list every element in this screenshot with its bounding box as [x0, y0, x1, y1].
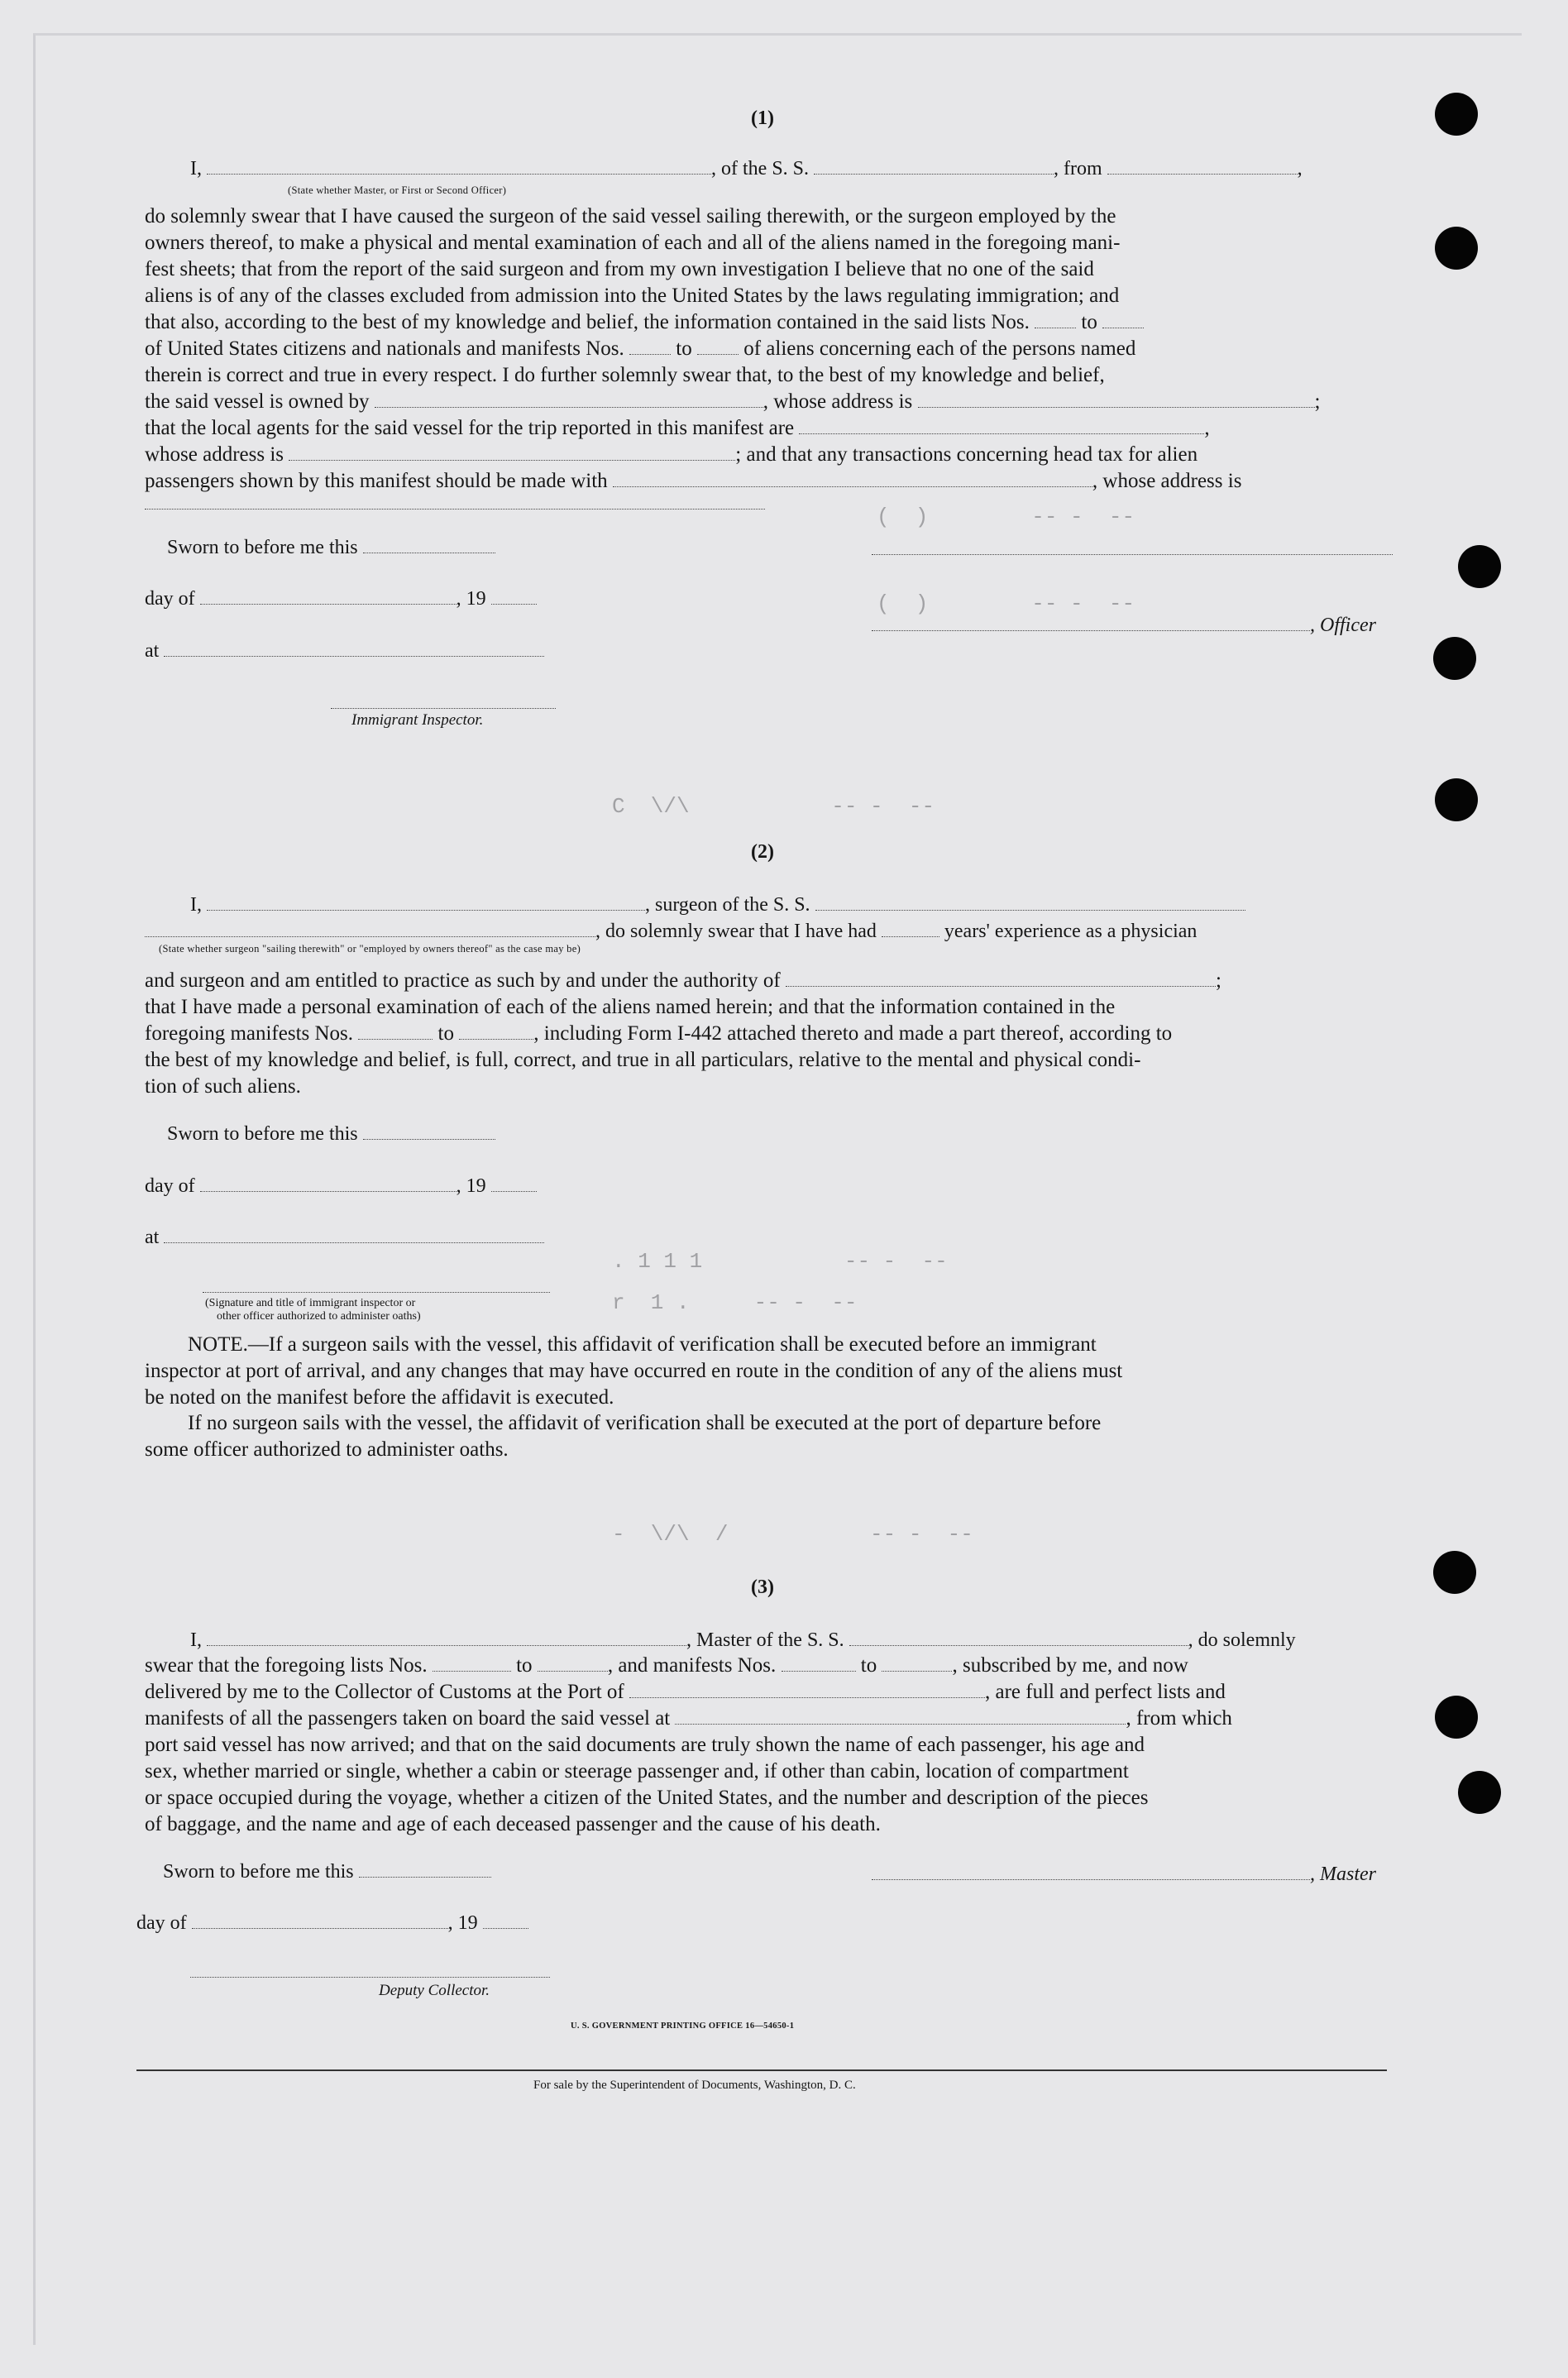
semicolon: ; — [1314, 390, 1321, 413]
manifest-from-field[interactable] — [629, 337, 671, 355]
body-line: that I have made a personal examination of each of the aliens named herein; and that the information contained in the — [145, 996, 1116, 1018]
body-text: the said vessel is owned by — [145, 390, 370, 413]
note-line: inspector at port of arrival, and any changes that may have occurred en route in the condition of any of the aliens must — [145, 1360, 1123, 1382]
section-number: (2) — [751, 841, 774, 863]
local-agents-field[interactable] — [799, 417, 1204, 434]
month-field[interactable] — [200, 1175, 457, 1192]
surgeon-line — [190, 892, 1245, 918]
officer-label: , Officer — [1310, 615, 1376, 636]
body-text: foregoing manifests Nos. — [145, 1022, 354, 1045]
officer-signature-line[interactable] — [872, 554, 1393, 555]
body-line — [145, 1706, 1394, 1732]
address-continuation-line[interactable] — [145, 509, 765, 510]
body-line: the best of my knowledge and belief, is full, correct, and true in all particulars, relative to the mental and physical condi- — [145, 1049, 1141, 1071]
body-text: swear that the foregoing lists Nos. — [145, 1654, 428, 1677]
punch-hole — [1458, 1771, 1501, 1814]
body-line: of baggage, and the name and age of each deceased passenger and the cause of his death. — [145, 1813, 881, 1835]
at-label: at — [145, 1227, 160, 1248]
month-field[interactable] — [192, 1911, 448, 1929]
list-from-field[interactable] — [433, 1654, 511, 1672]
master-name-field[interactable] — [207, 1629, 686, 1646]
master-label: , Master — [1310, 1864, 1376, 1885]
sworn-label: Sworn to before me this — [167, 1123, 358, 1145]
punch-hole — [1433, 1551, 1476, 1594]
section2-body — [145, 968, 1394, 1100]
body-text: , do solemnly — [1188, 1629, 1296, 1651]
manifest-from-field[interactable] — [358, 1022, 433, 1040]
note-line: some officer authorized to administer oaths. — [145, 1438, 509, 1461]
bleed-through-marks: r 1 . -- - -- — [612, 1290, 858, 1315]
body-line: aliens is of any of the classes excluded from admission into the United States by the laws regulating immigration; and — [145, 285, 1120, 307]
authority-field[interactable] — [786, 969, 1216, 987]
body-text: that the local agents for the said vessel for the trip reported in this manifest are — [145, 417, 795, 439]
signature-caption: (Signature and title of immigrant inspector or — [205, 1297, 416, 1309]
month-field[interactable] — [200, 587, 457, 605]
section3-body — [145, 1653, 1394, 1838]
officer-signature-field[interactable] — [872, 614, 1310, 631]
body-line — [145, 336, 1394, 362]
note-line: NOTE.—If a surgeon sails with the vessel, this affidavit of verification shall be executed before an immigrant — [188, 1333, 1097, 1356]
master-signature-row — [872, 1861, 1376, 1888]
day-of-label: day of — [145, 1175, 195, 1197]
for-sale-notice: For sale by the Superintendent of Documents, Washington, D. C. — [533, 2079, 856, 2092]
year-field[interactable] — [483, 1911, 528, 1929]
printing-office-imprint: U. S. GOVERNMENT PRINTING OFFICE 16—54650-1 — [571, 2022, 795, 2031]
note-line: If no surgeon sails with the vessel, the affidavit of verification shall be executed at the port of departure before — [188, 1412, 1102, 1434]
day-of-label: day of — [145, 588, 195, 610]
body-text: whose address is — [145, 443, 284, 466]
footer-rule — [136, 2069, 1387, 2071]
punch-hole — [1435, 93, 1478, 136]
surgeon-status-field[interactable] — [145, 920, 595, 937]
sworn-day-field[interactable] — [363, 1122, 495, 1140]
bleed-through-marks: ( ) -- - -- — [877, 505, 1135, 529]
body-text: that also, according to the best of my knowledge and belief, the information contained in the said lists Nos. — [145, 311, 1030, 333]
immigrant-inspector-label: Immigrant Inspector. — [351, 711, 484, 729]
comma: , — [1297, 158, 1303, 179]
body-text: delivered by me to the Collector of Customs at the Port of — [145, 1681, 624, 1703]
to-label: to — [676, 337, 692, 360]
list-to-field[interactable] — [1102, 311, 1144, 328]
officer-line — [190, 156, 1303, 182]
surgeon-of-label: , surgeon of the S. S. — [645, 894, 810, 916]
body-text: manifests of all the passengers taken on board the said vessel at — [145, 1707, 671, 1730]
to-label: to — [1081, 311, 1097, 333]
day-of-label: day of — [136, 1912, 187, 1934]
punch-hole — [1435, 778, 1478, 821]
authorized-officer-signature-line[interactable] — [203, 1292, 550, 1293]
section-number: (3) — [751, 1577, 774, 1598]
master-of-label: , Master of the S. S. — [686, 1629, 844, 1651]
body-line: owners thereof, to make a physical and mental examination of each and all of the aliens named in the foregoing mani- — [145, 232, 1121, 254]
year-field[interactable] — [491, 587, 537, 605]
body-text: ; and that any transactions concerning head tax for alien — [735, 443, 1198, 466]
bleed-through-marks: C \/\ -- - -- — [612, 794, 935, 819]
body-line — [145, 468, 1394, 495]
body-line — [145, 415, 1394, 442]
sworn-day-field[interactable] — [359, 1860, 491, 1878]
section-number: (1) — [751, 108, 774, 129]
owner-field[interactable] — [375, 390, 763, 408]
vessel-name-field[interactable] — [814, 157, 1054, 175]
place-field[interactable] — [164, 1226, 544, 1243]
deputy-collector-label: Deputy Collector. — [379, 1982, 490, 1999]
manifest-from-field[interactable] — [782, 1654, 856, 1672]
body-text: passengers shown by this manifest should be made with — [145, 470, 608, 492]
list-from-field[interactable] — [1035, 311, 1076, 328]
body-text: of aliens concerning each of the persons named — [743, 337, 1136, 360]
to-label: to — [860, 1654, 877, 1677]
body-line: do solemnly swear that I have caused the surgeon of the said vessel sailing therewith, or the surgeon employed by the — [145, 205, 1116, 227]
body-line: port said vessel has now arrived; and that on the said documents are truly shown the name of each passenger, his age and — [145, 1734, 1145, 1756]
sworn-line — [163, 1859, 491, 1885]
to-label: to — [437, 1022, 454, 1045]
body-line: fest sheets; that from the report of the said surgeon and from my own investigation I believe that no one of the said — [145, 258, 1094, 280]
to-label: to — [516, 1654, 533, 1677]
manifest-to-field[interactable] — [882, 1654, 952, 1672]
year-prefix: , 19 — [456, 1175, 486, 1197]
head-tax-agent-field[interactable] — [613, 470, 1092, 487]
day-of-line — [145, 586, 537, 612]
inspector-signature-line[interactable] — [331, 708, 556, 709]
body-text: , including Form I-442 attached thereto and made a part thereof, according to — [533, 1022, 1173, 1045]
day-of-line — [145, 1173, 537, 1199]
bleed-through-marks: ( ) -- - -- — [877, 591, 1135, 616]
from-label: , from — [1054, 158, 1102, 179]
master-signature-field[interactable] — [872, 1863, 1310, 1880]
surgeon-status-line — [145, 918, 1197, 945]
list-to-field[interactable] — [538, 1654, 608, 1672]
body-text: , from which — [1126, 1707, 1232, 1730]
body-line: or space occupied during the voyage, whether a citizen of the United States, and the number and description of the pieces — [145, 1787, 1149, 1809]
sworn-label: Sworn to before me this — [163, 1861, 354, 1883]
sworn-line — [167, 534, 495, 561]
body-text: , do solemnly swear that I have had — [595, 921, 877, 942]
sworn-label: Sworn to before me this — [167, 537, 358, 558]
note2-paragraph — [145, 1410, 1394, 1463]
body-line: sex, whether married or single, whether a cabin or steerage passenger and, if other than cabin, location of compartment — [145, 1760, 1129, 1782]
pronoun: I, — [190, 894, 202, 916]
years-field[interactable] — [882, 920, 939, 937]
officer-signature-row — [872, 612, 1376, 639]
at-line — [145, 1224, 544, 1251]
surgeon-caption: (State whether surgeon "sailing therewith" or "employed by owners thereof" as the case may be) — [159, 943, 581, 955]
body-text: , and manifests Nos. — [607, 1654, 777, 1677]
body-text: , whose address is — [762, 390, 913, 413]
at-line — [145, 638, 544, 664]
bleed-through-marks: - \/\ / -- - -- — [612, 1522, 973, 1547]
body-line — [145, 309, 1394, 336]
body-text: , are full and perfect lists and — [985, 1681, 1226, 1703]
body-text: , subscribed by me, and now — [952, 1654, 1188, 1677]
manifest-to-field[interactable] — [697, 337, 739, 355]
punch-hole — [1435, 1696, 1478, 1739]
master-line — [190, 1627, 1296, 1653]
day-of-line — [136, 1910, 528, 1936]
sworn-line — [167, 1121, 495, 1147]
owner-address-field[interactable] — [918, 390, 1315, 408]
surgeon-name-field[interactable] — [207, 893, 645, 911]
note-paragraph — [145, 1332, 1394, 1411]
of-ss-label: , of the S. S. — [711, 158, 810, 179]
surgeon-vessel-field[interactable] — [815, 893, 1245, 911]
punch-hole — [1435, 227, 1478, 270]
agents-address-field[interactable] — [289, 443, 735, 461]
officer-caption: (State whether Master, or First or Second Officer) — [288, 184, 507, 196]
at-label: at — [145, 640, 160, 662]
section1-body — [145, 203, 1394, 495]
year-prefix: , 19 — [447, 1912, 478, 1934]
note-line: be noted on the manifest before the affidavit is executed. — [145, 1386, 614, 1409]
place-field[interactable] — [164, 639, 544, 657]
sworn-day-field[interactable] — [363, 536, 495, 553]
bleed-through-marks: . 1 1 1 -- - -- — [612, 1249, 948, 1274]
body-line — [145, 1679, 1394, 1706]
body-text: of United States citizens and nationals and manifests Nos. — [145, 337, 624, 360]
punch-hole — [1458, 545, 1501, 588]
body-line — [145, 389, 1394, 415]
signature-caption: other officer authorized to administer oaths) — [217, 1310, 421, 1323]
pronoun: I, — [190, 1629, 202, 1651]
body-line: tion of such aliens. — [145, 1075, 301, 1098]
year-prefix: , 19 — [456, 588, 486, 610]
body-line: therein is correct and true in every respect. I do further solemnly swear that, to the best of my knowledge and belief, — [145, 364, 1105, 386]
body-line — [145, 1653, 1394, 1679]
deputy-collector-signature-line[interactable] — [190, 1977, 550, 1978]
pronoun: I, — [190, 158, 202, 179]
master-vessel-field[interactable] — [849, 1629, 1188, 1646]
body-text: and surgeon and am entitled to practice as such by and under the authority of — [145, 969, 781, 992]
semicolon: ; — [1216, 969, 1221, 992]
officer-name-field[interactable] — [207, 157, 711, 175]
body-text: , whose address is — [1092, 470, 1242, 492]
punch-hole — [1433, 637, 1476, 680]
departure-port-field[interactable] — [1107, 157, 1298, 175]
body-line — [145, 968, 1394, 994]
body-text: years' experience as a physician — [944, 921, 1198, 942]
body-line — [145, 442, 1394, 468]
port-field[interactable] — [629, 1681, 985, 1698]
embarkation-port-field[interactable] — [675, 1707, 1126, 1725]
year-field[interactable] — [491, 1175, 537, 1192]
body-line — [145, 1021, 1394, 1047]
manifest-to-field[interactable] — [459, 1022, 533, 1040]
comma: , — [1204, 417, 1210, 439]
